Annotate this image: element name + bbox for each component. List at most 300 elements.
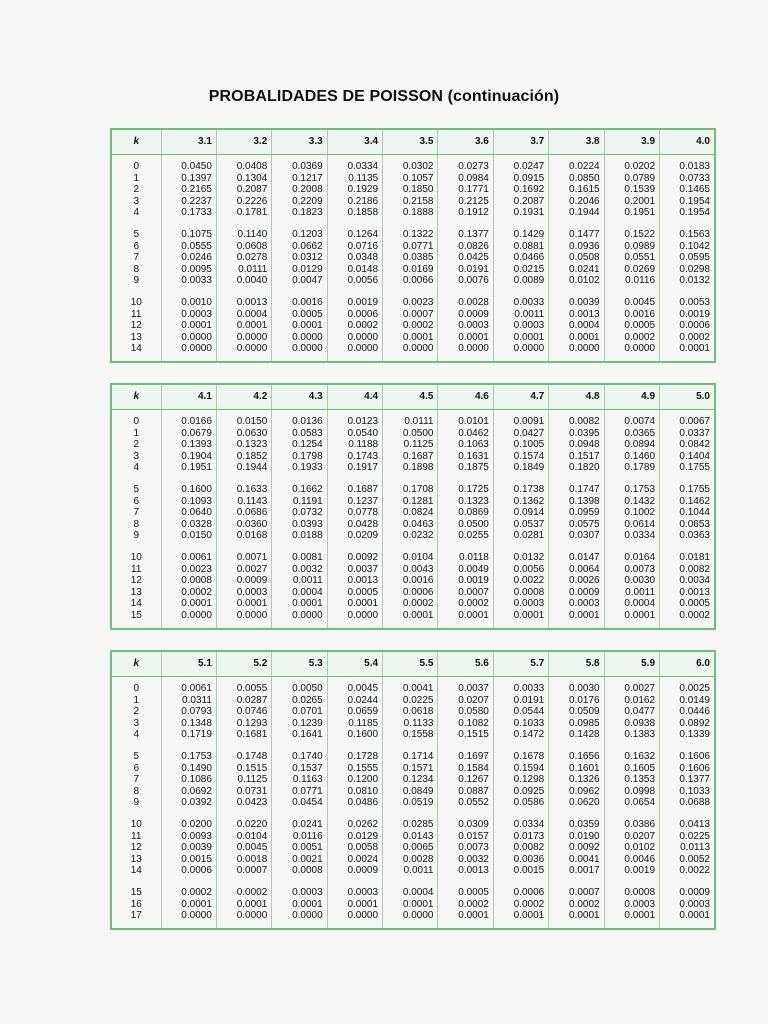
probability-cell: 0.0307 [549, 530, 604, 542]
probability-cell: 0.0008 [604, 887, 659, 899]
table-row [111, 309, 715, 321]
probability-cell: 0.0241 [549, 264, 604, 276]
probability-cell: 0.1185 [327, 718, 382, 730]
k-value: 14 [111, 598, 161, 610]
probability-cell: 0.1057 [383, 173, 438, 185]
probability-cell: 0.0701 [272, 706, 327, 718]
table-row [111, 173, 715, 185]
probability-cell: 0.0092 [549, 842, 604, 854]
probability-cell: 0.0281 [493, 530, 548, 542]
probability-cell: 0.0136 [272, 416, 327, 428]
probability-cell: 0.0002 [438, 598, 493, 610]
probability-cell: 0.1600 [161, 484, 216, 496]
probability-cell: 0.0500 [438, 519, 493, 531]
probability-cell: 0.0001 [383, 332, 438, 344]
probability-cell: 0.0423 [216, 797, 271, 809]
table-row [111, 519, 715, 531]
probability-cell: 0.1954 [660, 207, 715, 219]
probability-cell: 0.1517 [549, 451, 604, 463]
probability-cell: 0.0065 [383, 842, 438, 854]
probability-cell: 0.0009 [216, 575, 271, 587]
probability-cell: 0.0024 [327, 854, 382, 866]
table-row [111, 496, 715, 508]
probability-cell: 0.0001 [161, 899, 216, 911]
probability-cell: 0.2209 [272, 196, 327, 208]
probability-cell: 0.0173 [493, 831, 548, 843]
poisson-table-1 [110, 128, 716, 363]
probability-cell: 0.0220 [216, 819, 271, 831]
probability-cell: 0.2087 [493, 196, 548, 208]
table-row [111, 451, 715, 463]
probability-cell: 0.0688 [660, 797, 715, 809]
probability-cell: 0.0395 [549, 428, 604, 440]
table-row [111, 854, 715, 866]
probability-cell: 0.1515 [216, 763, 271, 775]
probability-cell: 0.0462 [438, 428, 493, 440]
probability-cell: 0.0058 [327, 842, 382, 854]
lambda-header: 3.8 [549, 129, 604, 155]
probability-cell: 0.0081 [272, 552, 327, 564]
probability-cell: 0.0392 [161, 797, 216, 809]
probability-cell: 0.1631 [438, 451, 493, 463]
table-row [111, 842, 715, 854]
k-value: 4 [111, 207, 161, 219]
probability-cell: 0.0074 [604, 416, 659, 428]
probability-cell: 0.0116 [272, 831, 327, 843]
probability-cell: 0.0001 [327, 899, 382, 911]
probability-cell: 0.0265 [272, 695, 327, 707]
probability-cell: 0.0036 [493, 854, 548, 866]
probability-cell: 0.1188 [327, 439, 382, 451]
k-value: 0 [111, 161, 161, 173]
probability-cell: 0.0104 [383, 552, 438, 564]
probability-cell: 0.0640 [161, 507, 216, 519]
probability-cell: 0.1692 [493, 184, 548, 196]
probability-cell: 0.1326 [549, 774, 604, 786]
k-value: 6 [111, 241, 161, 253]
probability-cell: 0.0027 [604, 683, 659, 695]
table-row [111, 683, 715, 695]
probability-cell: 0.1398 [549, 496, 604, 508]
probability-cell: 0.0001 [272, 598, 327, 610]
probability-cell: 0.0337 [660, 428, 715, 440]
probability-cell: 0.0005 [272, 309, 327, 321]
probability-cell: 0.1254 [272, 439, 327, 451]
probability-cell: 0.0006 [660, 320, 715, 332]
probability-cell: 0.0000 [549, 343, 604, 355]
probability-cell: 0.1753 [161, 751, 216, 763]
probability-cell: 0.0002 [604, 332, 659, 344]
probability-cell: 0.0008 [161, 575, 216, 587]
table-row [111, 751, 715, 763]
k-value: 9 [111, 797, 161, 809]
probability-cell: 0.1293 [216, 718, 271, 730]
probability-cell: 0.1163 [272, 774, 327, 786]
probability-cell: 0.0113 [660, 842, 715, 854]
probability-cell: 0.1728 [327, 751, 382, 763]
probability-cell: 0.1687 [327, 484, 382, 496]
probability-cell: 0.1322 [383, 229, 438, 241]
probability-cell: 0.0302 [383, 161, 438, 173]
probability-cell: 0.0001 [272, 320, 327, 332]
probability-cell: 0.0143 [383, 831, 438, 843]
probability-cell: 0.0132 [660, 275, 715, 287]
probability-cell: 0.0092 [327, 552, 382, 564]
probability-cell: 0.1377 [438, 229, 493, 241]
probability-cell: 0.0000 [161, 610, 216, 622]
probability-cell: 0.0002 [216, 887, 271, 899]
probability-cell: 0.0082 [660, 564, 715, 576]
table-row [111, 428, 715, 440]
probability-cell: 0.0002 [493, 899, 548, 911]
probability-cell: 0.0001 [438, 332, 493, 344]
probability-cell: 0.0001 [604, 610, 659, 622]
probability-cell: 0.0793 [161, 706, 216, 718]
probability-cell: 0.0168 [216, 530, 271, 542]
probability-cell: 0.0104 [216, 831, 271, 843]
probability-cell: 0.0716 [327, 241, 382, 253]
probability-cell: 0.0006 [493, 887, 548, 899]
probability-cell: 0.1951 [604, 207, 659, 219]
probability-cell: 0.0007 [383, 309, 438, 321]
probability-cell: 0.0003 [604, 899, 659, 911]
k-header: k [111, 129, 161, 155]
lambda-header: 4.6 [438, 384, 493, 410]
probability-cell: 0.0003 [327, 887, 382, 899]
probability-cell: 0.0045 [604, 297, 659, 309]
probability-cell: 0.1490 [161, 763, 216, 775]
probability-cell: 0.0427 [493, 428, 548, 440]
probability-cell: 0.2165 [161, 184, 216, 196]
lambda-header: 4.2 [216, 384, 271, 410]
table-row [111, 865, 715, 877]
k-value: 14 [111, 343, 161, 355]
probability-cell: 0.0102 [604, 842, 659, 854]
probability-cell: 0.0019 [438, 575, 493, 587]
k-value: 8 [111, 264, 161, 276]
lambda-header: 4.8 [549, 384, 604, 410]
table-row [111, 763, 715, 775]
probability-cell: 0.0037 [438, 683, 493, 695]
k-value: 3 [111, 718, 161, 730]
probability-cell: 0.0047 [272, 275, 327, 287]
probability-cell: 0.1714 [383, 751, 438, 763]
table-row [111, 332, 715, 344]
probability-cell: 0.1563 [660, 229, 715, 241]
lambda-header: 5.2 [216, 651, 271, 677]
k-value: 14 [111, 865, 161, 877]
probability-cell: 0.0686 [216, 507, 271, 519]
probability-cell: 0.0002 [161, 887, 216, 899]
probability-cell: 0.0000 [272, 610, 327, 622]
probability-cell: 0.1662 [272, 484, 327, 496]
probability-cell: 0.0262 [327, 819, 382, 831]
table-row [111, 252, 715, 264]
probability-cell: 0.1033 [660, 786, 715, 798]
probability-cell: 0.0013 [327, 575, 382, 587]
lambda-header: 6.0 [660, 651, 715, 677]
probability-cell: 0.0001 [549, 910, 604, 922]
probability-cell: 0.0002 [161, 587, 216, 599]
probability-cell: 0.1397 [161, 173, 216, 185]
probability-cell: 0.0000 [161, 332, 216, 344]
probability-cell: 0.0215 [493, 264, 548, 276]
probability-cell: 0.0207 [438, 695, 493, 707]
probability-cell: 0.0849 [383, 786, 438, 798]
probability-cell: 0.0023 [383, 297, 438, 309]
probability-cell: 0.1798 [272, 451, 327, 463]
probability-cell: 0.1678 [493, 751, 548, 763]
probability-cell: 0.1888 [383, 207, 438, 219]
probability-cell: 0.0013 [216, 297, 271, 309]
probability-cell: 0.0001 [438, 610, 493, 622]
k-value: 3 [111, 196, 161, 208]
probability-cell: 0.0006 [383, 587, 438, 599]
probability-cell: 0.0093 [161, 831, 216, 843]
k-value: 3 [111, 451, 161, 463]
probability-cell: 0.0041 [549, 854, 604, 866]
probability-cell: 0.0132 [493, 552, 548, 564]
probability-cell: 0.1753 [604, 484, 659, 496]
lambda-header: 5.9 [604, 651, 659, 677]
probability-cell: 0.0824 [383, 507, 438, 519]
table-row [111, 786, 715, 798]
probability-cell: 0.0039 [549, 297, 604, 309]
k-value: 7 [111, 252, 161, 264]
probability-cell: 0.0359 [549, 819, 604, 831]
table-row [111, 264, 715, 276]
probability-cell: 0.1789 [604, 462, 659, 474]
probability-cell: 0.2237 [161, 196, 216, 208]
probability-cell: 0.1781 [216, 207, 271, 219]
probability-cell: 0.1191 [272, 496, 327, 508]
probability-cell: 0.0164 [604, 552, 659, 564]
k-value: 5 [111, 484, 161, 496]
probability-cell: 0.0555 [161, 241, 216, 253]
probability-cell: 0.0679 [161, 428, 216, 440]
probability-cell: 0.0001 [383, 610, 438, 622]
lambda-header: 3.6 [438, 129, 493, 155]
probability-cell: 0.0011 [383, 865, 438, 877]
probability-cell: 0.0620 [549, 797, 604, 809]
probability-cell: 0.0892 [660, 718, 715, 730]
probability-cell: 0.0034 [660, 575, 715, 587]
table-row [111, 241, 715, 253]
probability-cell: 0.0001 [660, 910, 715, 922]
lambda-header-row [111, 129, 715, 155]
probability-cell: 0.0989 [604, 241, 659, 253]
probability-cell: 0.0285 [383, 819, 438, 831]
table-row [111, 774, 715, 786]
probability-cell: 0.0004 [383, 887, 438, 899]
probability-cell: 0.0914 [493, 507, 548, 519]
k-header: k [111, 384, 161, 410]
probability-cell: 0.1681 [216, 729, 271, 741]
probability-cell: 0.1852 [216, 451, 271, 463]
probability-cell: 0.0001 [216, 598, 271, 610]
probability-cell: 0.1323 [216, 439, 271, 451]
probability-cell: 0.1954 [660, 196, 715, 208]
probability-cell: 0.0050 [272, 683, 327, 695]
probability-cell: 0.0000 [327, 610, 382, 622]
probability-cell: 0.0002 [660, 332, 715, 344]
k-value: 12 [111, 320, 161, 332]
probability-cell: 0.0033 [161, 275, 216, 287]
probability-cell: 0.2008 [272, 184, 327, 196]
probability-cell: 0.0005 [604, 320, 659, 332]
probability-cell: 0.0017 [549, 865, 604, 877]
probability-cell: 0.0746 [216, 706, 271, 718]
lambda-header: 5.5 [383, 651, 438, 677]
probability-cell: 0.0023 [161, 564, 216, 576]
probability-cell: 0.1687 [383, 451, 438, 463]
probability-cell: 0.0011 [272, 575, 327, 587]
probability-cell: 0.0614 [604, 519, 659, 531]
probability-cell: 0.1574 [493, 451, 548, 463]
probability-cell: 0.0026 [549, 575, 604, 587]
probability-cell: 0.1086 [161, 774, 216, 786]
probability-cell: 0.0066 [383, 275, 438, 287]
poisson-table-2 [110, 383, 716, 630]
probability-cell: 0.1944 [549, 207, 604, 219]
probability-cell: 0.0073 [438, 842, 493, 854]
probability-cell: 0.0001 [327, 598, 382, 610]
probability-cell: 0.0095 [161, 264, 216, 276]
probability-cell: 0.0006 [327, 309, 382, 321]
probability-cell: 0.0959 [549, 507, 604, 519]
probability-cell: 0.0583 [272, 428, 327, 440]
probability-cell: 0.0049 [438, 564, 493, 576]
probability-cell: 0.0000 [216, 910, 271, 922]
probability-cell: 0.1858 [327, 207, 382, 219]
probability-cell: 0.1933 [272, 462, 327, 474]
probability-cell: 0.0001 [216, 899, 271, 911]
probability-cell: 0.0129 [327, 831, 382, 843]
probability-cell: 0.1558 [383, 729, 438, 741]
probability-cell: 0.0771 [383, 241, 438, 253]
probability-cell: 0.1771 [438, 184, 493, 196]
k-value: 1 [111, 428, 161, 440]
probability-cell: 0.0001 [549, 332, 604, 344]
table-row [111, 598, 715, 610]
probability-cell: 0.1633 [216, 484, 271, 496]
probability-cell: 0.0001 [549, 610, 604, 622]
probability-cell: 0.1377 [660, 774, 715, 786]
probability-cell: 0.0003 [161, 309, 216, 321]
table-row [111, 207, 715, 219]
probability-cell: 0.1850 [383, 184, 438, 196]
probability-cell: 0.1912 [438, 207, 493, 219]
probability-cell: 0.0575 [549, 519, 604, 531]
probability-cell: 0.0369 [272, 161, 327, 173]
probability-cell: 0.0162 [604, 695, 659, 707]
probability-cell: 0.0984 [438, 173, 493, 185]
probability-cell: 0.0000 [216, 610, 271, 622]
k-value: 0 [111, 683, 161, 695]
probability-cell: 0.0454 [272, 797, 327, 809]
lambda-header: 4.1 [161, 384, 216, 410]
probability-cell: 0.0005 [438, 887, 493, 899]
k-value: 9 [111, 275, 161, 287]
probability-cell: 0.0033 [493, 683, 548, 695]
probability-cell: 0.0311 [161, 695, 216, 707]
probability-cell: 0.0001 [660, 343, 715, 355]
probability-cell: 0.0169 [383, 264, 438, 276]
probability-cell: 0.0232 [383, 530, 438, 542]
probability-cell: 0.0040 [216, 275, 271, 287]
probability-cell: 0.0001 [604, 910, 659, 922]
probability-cell: 0.1632 [604, 751, 659, 763]
probability-cell: 0.1719 [161, 729, 216, 741]
table-row [111, 320, 715, 332]
probability-cell: 0.0183 [660, 161, 715, 173]
probability-cell: 0.0659 [327, 706, 382, 718]
probability-cell: 0.0209 [327, 530, 382, 542]
probability-cell: 0.0016 [272, 297, 327, 309]
probability-cell: 0.0030 [549, 683, 604, 695]
probability-cell: 0.0408 [216, 161, 271, 173]
probability-cell: 0.0004 [216, 309, 271, 321]
table-row [111, 196, 715, 208]
probability-cell: 0.0039 [161, 842, 216, 854]
probability-cell: 0.1738 [493, 484, 548, 496]
probability-cell: 0.0101 [438, 416, 493, 428]
probability-cell: 0.0003 [660, 899, 715, 911]
k-value: 9 [111, 530, 161, 542]
probability-cell: 0.2125 [438, 196, 493, 208]
probability-cell: 0.0936 [549, 241, 604, 253]
probability-cell: 0.1747 [549, 484, 604, 496]
probability-cell: 0.0360 [216, 519, 271, 531]
probability-cell: 0.1697 [438, 751, 493, 763]
probability-cell: 0.1460 [604, 451, 659, 463]
k-value: 8 [111, 786, 161, 798]
probability-cell: 0.0150 [216, 416, 271, 428]
probability-cell: 0.2087 [216, 184, 271, 196]
lambda-header: 4.5 [383, 384, 438, 410]
probability-cell: 0.0188 [272, 530, 327, 542]
probability-cell: 0.0348 [327, 252, 382, 264]
probability-cell: 0.0166 [161, 416, 216, 428]
probability-cell: 0.0466 [493, 252, 548, 264]
probability-cell: 0.2001 [604, 196, 659, 208]
table-row [111, 706, 715, 718]
probability-cell: 0.1428 [549, 729, 604, 741]
table-row [111, 575, 715, 587]
k-value: 6 [111, 763, 161, 775]
probability-cell: 0.0041 [383, 683, 438, 695]
probability-cell: 0.1093 [161, 496, 216, 508]
k-value: 2 [111, 184, 161, 196]
probability-cell: 0.0002 [327, 320, 382, 332]
table-row [111, 297, 715, 309]
k-value: 13 [111, 854, 161, 866]
probability-cell: 0.1641 [272, 729, 327, 741]
probability-cell: 0.0011 [493, 309, 548, 321]
probability-cell: 0.0118 [438, 552, 493, 564]
probability-cell: 0.0005 [660, 598, 715, 610]
table-row [111, 161, 715, 173]
table-row [111, 552, 715, 564]
probability-cell: 0.0894 [604, 439, 659, 451]
probability-cell: 0.0393 [272, 519, 327, 531]
probability-cell: 0.1217 [272, 173, 327, 185]
probability-cell: 0.0004 [604, 598, 659, 610]
probability-cell: 0.1917 [327, 462, 382, 474]
probability-cell: 0.0328 [161, 519, 216, 531]
k-value: 5 [111, 751, 161, 763]
probability-cell: 0.1044 [660, 507, 715, 519]
